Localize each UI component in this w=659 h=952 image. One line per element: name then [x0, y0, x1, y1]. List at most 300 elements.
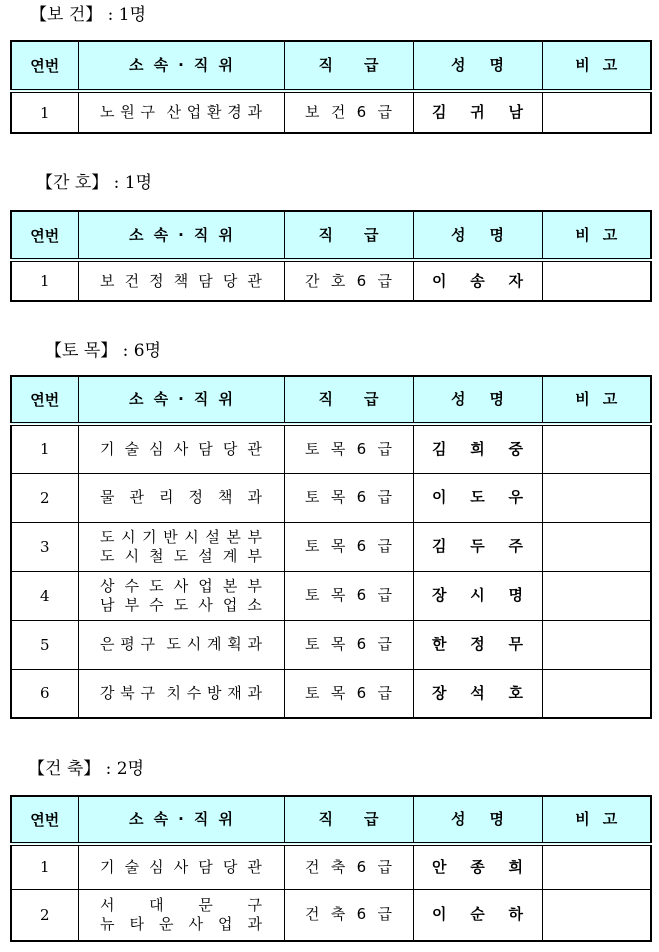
grade-text: [305, 586, 392, 605]
glyph: 목: [330, 683, 346, 702]
glyph: 6: [356, 905, 367, 924]
glyph: 치: [166, 683, 181, 702]
glyph: 소: [129, 390, 144, 408]
dept-line: [100, 596, 262, 615]
glyph: 기: [100, 439, 115, 458]
name-cell: [413, 844, 542, 889]
glyph: 6: [356, 586, 367, 604]
glyph: 이: [432, 271, 447, 290]
glyph: 은: [100, 635, 115, 653]
glyph: 목: [330, 586, 346, 604]
glyph: 속: [153, 810, 169, 828]
glyph: 직: [318, 56, 333, 74]
note-cell: [542, 620, 651, 669]
glyph: 타: [129, 914, 144, 933]
glyph: 구: [140, 683, 155, 702]
glyph: 이: [432, 488, 447, 506]
header-no: 연번: [11, 211, 78, 260]
glyph: 보: [305, 103, 320, 121]
glyph: 무: [508, 635, 523, 653]
glyph: 위: [218, 225, 233, 244]
glyph: 관: [247, 439, 262, 458]
header-no: 연번: [11, 376, 78, 424]
glyph: 희: [470, 439, 485, 458]
header-grade-label: [319, 810, 379, 829]
glyph: ·: [178, 390, 184, 408]
glyph: 급: [364, 810, 379, 828]
glyph: ·: [178, 56, 184, 74]
glyph: 호: [508, 683, 523, 702]
glyph: 남: [100, 595, 115, 614]
glyph: 급: [364, 225, 379, 244]
row-number: 2: [11, 473, 78, 522]
glyph: 원: [120, 103, 135, 121]
glyph: 과: [247, 635, 262, 653]
glyph: 급: [377, 271, 392, 290]
glyph: 토: [305, 488, 320, 506]
glyph: 성: [451, 225, 466, 244]
glyph: 담: [198, 271, 213, 290]
grade-cell: [284, 669, 413, 718]
name-cell: [413, 424, 542, 473]
person-name: [432, 586, 523, 605]
glyph: 주: [508, 537, 523, 555]
table-row: [11, 889, 651, 941]
person-name: [432, 905, 523, 924]
glyph: 자: [508, 271, 523, 290]
glyph: 직: [318, 390, 333, 408]
glyph: 위: [218, 56, 233, 74]
glyph: 산: [166, 103, 181, 121]
glyph: 토: [305, 586, 320, 604]
glyph: 급: [377, 905, 392, 924]
table-row: [11, 571, 651, 620]
glyph: 급: [377, 683, 392, 702]
glyph: 고: [602, 390, 618, 408]
table-row: [11, 522, 651, 571]
glyph: 심: [149, 439, 164, 458]
glyph: 건: [305, 905, 320, 924]
header-row: [11, 211, 651, 260]
glyph: 6: [356, 683, 367, 702]
dept-line: [100, 440, 262, 459]
glyph: 석: [470, 683, 485, 702]
glyph: 부: [124, 595, 140, 614]
header-no: 연번: [11, 796, 78, 844]
glyph: 설: [205, 527, 220, 546]
glyph: 당: [222, 439, 238, 458]
glyph: 담: [198, 857, 213, 876]
person-name: [432, 488, 523, 507]
section-label-nursing: 【간 호】 : 1명: [36, 173, 153, 193]
note-cell: [542, 889, 651, 941]
header-name-label: [451, 810, 504, 829]
header-note-label: [575, 390, 617, 409]
dept-line: [100, 528, 262, 547]
header-dept: [78, 41, 284, 91]
glyph: 업: [198, 576, 213, 595]
dept-line: [100, 858, 262, 877]
glyph: 순: [470, 905, 485, 924]
glyph: 기: [100, 857, 115, 876]
header-note-label: [575, 226, 617, 245]
person-name: [432, 635, 523, 654]
glyph: 목: [330, 488, 346, 506]
glyph: 술: [124, 857, 140, 876]
glyph: 급: [377, 635, 392, 653]
grade-text: [305, 103, 392, 122]
glyph: 철: [149, 546, 164, 565]
name-cell: [413, 91, 542, 133]
header-name: [413, 211, 542, 260]
glyph: 북: [120, 683, 135, 702]
table-row: [11, 620, 651, 669]
glyph: 시: [124, 546, 140, 565]
grade-text: [305, 684, 392, 703]
glyph: 송: [470, 271, 485, 290]
table-row: [11, 424, 651, 473]
glyph: 급: [377, 439, 392, 458]
glyph: 6: [356, 271, 367, 290]
header-grade-label: [319, 226, 379, 245]
person-name: [432, 684, 523, 703]
glyph: 시: [470, 586, 485, 604]
glyph: 부: [247, 546, 262, 565]
glyph: 김: [432, 537, 447, 555]
glyph: 수: [186, 683, 202, 702]
header-name: [413, 376, 542, 424]
glyph: 토: [305, 537, 320, 555]
glyph: 직: [193, 225, 209, 244]
glyph: 본: [226, 527, 241, 546]
name-cell: [413, 669, 542, 718]
grade-cell: [284, 260, 413, 301]
header-row: [11, 376, 651, 424]
civil-staff-table: [10, 375, 652, 719]
dept-cell: [78, 844, 284, 889]
glyph: 방: [207, 683, 222, 702]
glyph: 소: [129, 225, 144, 244]
glyph: 토: [305, 683, 320, 702]
glyph: 토: [305, 439, 320, 458]
glyph: 책: [218, 488, 233, 506]
glyph: 도: [100, 546, 115, 565]
glyph: 성: [451, 810, 466, 828]
grade-text: [305, 272, 392, 291]
header-dept-label: [129, 226, 233, 245]
glyph: 보: [100, 271, 115, 290]
dept-line: [100, 272, 262, 291]
glyph: 뉴: [100, 914, 115, 933]
glyph: 구: [140, 103, 155, 121]
header-dept-label: [129, 390, 233, 409]
glyph: 명: [489, 56, 504, 74]
table-row: [11, 91, 651, 133]
glyph: 급: [377, 586, 392, 604]
dept-cell: [78, 620, 284, 669]
header-name: [413, 796, 542, 844]
glyph: 과: [247, 683, 262, 702]
section-label-civil: 【토 목】 : 6명: [45, 341, 162, 361]
glyph: 부: [247, 527, 262, 546]
grade-cell: [284, 424, 413, 473]
glyph: 상: [100, 576, 115, 595]
glyph: 노: [100, 103, 115, 121]
section-label-health: 【보 건】 : 1명: [30, 5, 147, 25]
dept-line: [100, 915, 262, 934]
glyph: 귀: [470, 103, 485, 121]
header-name-label: [451, 56, 504, 75]
architecture-staff-table: [10, 795, 652, 942]
glyph: 운: [159, 914, 174, 933]
dept-line: [100, 103, 262, 122]
header-dept: [78, 211, 284, 260]
row-number: 1: [11, 91, 78, 133]
header-dept-label: [129, 810, 233, 829]
dept-cell: [78, 522, 284, 571]
glyph: 심: [149, 857, 164, 876]
glyph: 술: [124, 439, 140, 458]
header-row: [11, 41, 651, 91]
glyph: 획: [227, 635, 242, 653]
glyph: 담: [198, 439, 213, 458]
glyph: 시: [186, 635, 202, 653]
glyph: 명: [489, 390, 504, 408]
row-number: 5: [11, 620, 78, 669]
header-note: [542, 211, 651, 260]
glyph: 소: [247, 595, 262, 614]
glyph: 사: [188, 914, 203, 933]
header-no: 연번: [11, 41, 78, 91]
glyph: 김: [432, 103, 447, 121]
note-cell: [542, 571, 651, 620]
person-name: [432, 103, 523, 122]
glyph: 비: [575, 225, 590, 244]
glyph: 위: [218, 390, 233, 408]
glyph: 목: [330, 635, 346, 653]
glyph: 명: [508, 586, 523, 604]
glyph: 두: [470, 537, 485, 555]
glyph: 업: [218, 914, 233, 933]
glyph: 본: [222, 576, 238, 595]
header-name-label: [451, 226, 504, 245]
glyph: 관: [247, 271, 262, 290]
person-name: [432, 440, 523, 459]
glyph: 재: [227, 683, 242, 702]
grade-cell: [284, 844, 413, 889]
glyph: ·: [178, 225, 184, 244]
glyph: 축: [330, 905, 346, 924]
note-cell: [542, 522, 651, 571]
header-grade: [284, 41, 413, 91]
dept-cell: [78, 91, 284, 133]
header-grade: [284, 211, 413, 260]
glyph: 비: [575, 390, 590, 408]
note-cell: [542, 260, 651, 301]
glyph: 호: [330, 271, 346, 290]
glyph: 대: [149, 895, 164, 914]
glyph: 구: [247, 895, 262, 914]
glyph: 도: [100, 527, 115, 546]
table-row: [11, 669, 651, 718]
header-dept-label: [129, 56, 233, 75]
glyph: ·: [178, 810, 184, 828]
header-dept: [78, 796, 284, 844]
glyph: 계: [222, 546, 238, 565]
glyph: 비: [575, 56, 590, 74]
glyph: 6: [356, 439, 367, 458]
glyph: 6: [356, 857, 367, 876]
row-number: 1: [11, 844, 78, 889]
row-number: 3: [11, 522, 78, 571]
grade-text: [305, 537, 392, 556]
glyph: 직: [318, 225, 333, 244]
row-number: 4: [11, 571, 78, 620]
glyph: 희: [508, 857, 523, 876]
glyph: 직: [193, 56, 209, 74]
note-cell: [542, 669, 651, 718]
name-cell: [413, 620, 542, 669]
glyph: 시: [121, 527, 136, 546]
glyph: 고: [602, 56, 618, 74]
glyph: 도: [149, 576, 164, 595]
glyph: 속: [153, 56, 169, 74]
grade-cell: [284, 889, 413, 941]
header-row: [11, 796, 651, 844]
glyph: 6: [356, 488, 367, 506]
dept-line: [100, 547, 262, 566]
glyph: 관: [129, 488, 144, 506]
header-note-label: [575, 810, 617, 829]
dept-line: [100, 577, 262, 596]
glyph: 사: [173, 857, 189, 876]
header-grade-label: [319, 390, 379, 409]
grade-text: [305, 905, 392, 924]
glyph: 정: [188, 488, 203, 506]
header-note: [542, 796, 651, 844]
glyph: 장: [432, 683, 447, 702]
glyph: 설: [198, 546, 213, 565]
glyph: 남: [508, 103, 523, 121]
name-cell: [413, 571, 542, 620]
glyph: 직: [193, 390, 209, 408]
glyph: 성: [451, 56, 466, 74]
glyph: 당: [222, 857, 238, 876]
glyph: 축: [330, 857, 346, 876]
glyph: 속: [153, 225, 169, 244]
glyph: 급: [377, 103, 392, 121]
table-row: [11, 260, 651, 301]
table-row: [11, 844, 651, 889]
glyph: 성: [451, 390, 466, 408]
dept-cell: [78, 889, 284, 941]
glyph: 건: [124, 271, 140, 290]
glyph: 리: [159, 488, 174, 506]
glyph: 위: [218, 810, 233, 828]
row-number: 2: [11, 889, 78, 941]
glyph: 구: [140, 635, 155, 653]
glyph: 목: [330, 439, 346, 458]
name-cell: [413, 522, 542, 571]
glyph: 기: [142, 527, 157, 546]
name-cell: [413, 260, 542, 301]
glyph: 사: [173, 439, 189, 458]
glyph: 환: [207, 103, 222, 121]
glyph: 종: [470, 857, 485, 876]
glyph: 소: [129, 56, 144, 74]
header-grade: [284, 796, 413, 844]
glyph: 당: [222, 271, 238, 290]
glyph: 사: [173, 576, 189, 595]
glyph: 명: [489, 225, 504, 244]
glyph: 토: [305, 635, 320, 653]
glyph: 과: [247, 914, 262, 933]
glyph: 정: [149, 271, 164, 290]
header-note-label: [575, 56, 617, 75]
glyph: 급: [364, 56, 379, 74]
glyph: 정: [470, 635, 485, 653]
dept-line: [100, 635, 262, 654]
glyph: 책: [173, 271, 189, 290]
grade-cell: [284, 473, 413, 522]
note-cell: [542, 473, 651, 522]
glyph: 고: [602, 810, 618, 828]
grade-cell: [284, 91, 413, 133]
glyph: 과: [247, 488, 262, 506]
glyph: 우: [508, 488, 523, 506]
dept-line: [100, 684, 262, 703]
glyph: 급: [377, 857, 392, 876]
glyph: 간: [305, 271, 320, 290]
grade-cell: [284, 571, 413, 620]
glyph: 문: [198, 895, 213, 914]
section-label-architecture: 【건 축】 : 2명: [28, 759, 145, 779]
person-name: [432, 537, 523, 556]
dept-cell: [78, 571, 284, 620]
glyph: 급: [364, 390, 379, 408]
header-name-label: [451, 390, 504, 409]
person-name: [432, 858, 523, 877]
row-number: 6: [11, 669, 78, 718]
glyph: 서: [100, 895, 115, 914]
glyph: 이: [432, 905, 447, 924]
glyph: 중: [508, 439, 523, 458]
glyph: 경: [227, 103, 242, 121]
glyph: 안: [432, 857, 447, 876]
glyph: 반: [163, 527, 178, 546]
glyph: 도: [470, 488, 485, 506]
glyph: 시: [184, 527, 199, 546]
glyph: 급: [377, 537, 392, 555]
table-row: [11, 473, 651, 522]
header-grade: [284, 376, 413, 424]
glyph: 부: [247, 576, 262, 595]
glyph: 직: [193, 810, 209, 828]
glyph: 급: [377, 488, 392, 506]
grade-text: [305, 635, 392, 654]
glyph: 고: [602, 225, 618, 244]
glyph: 평: [120, 635, 135, 653]
glyph: 업: [222, 595, 238, 614]
dept-cell: [78, 669, 284, 718]
glyph: 강: [100, 683, 115, 702]
glyph: 속: [153, 390, 169, 408]
grade-cell: [284, 522, 413, 571]
glyph: 수: [124, 576, 140, 595]
glyph: 수: [149, 595, 164, 614]
header-note: [542, 41, 651, 91]
glyph: 6: [356, 635, 367, 653]
